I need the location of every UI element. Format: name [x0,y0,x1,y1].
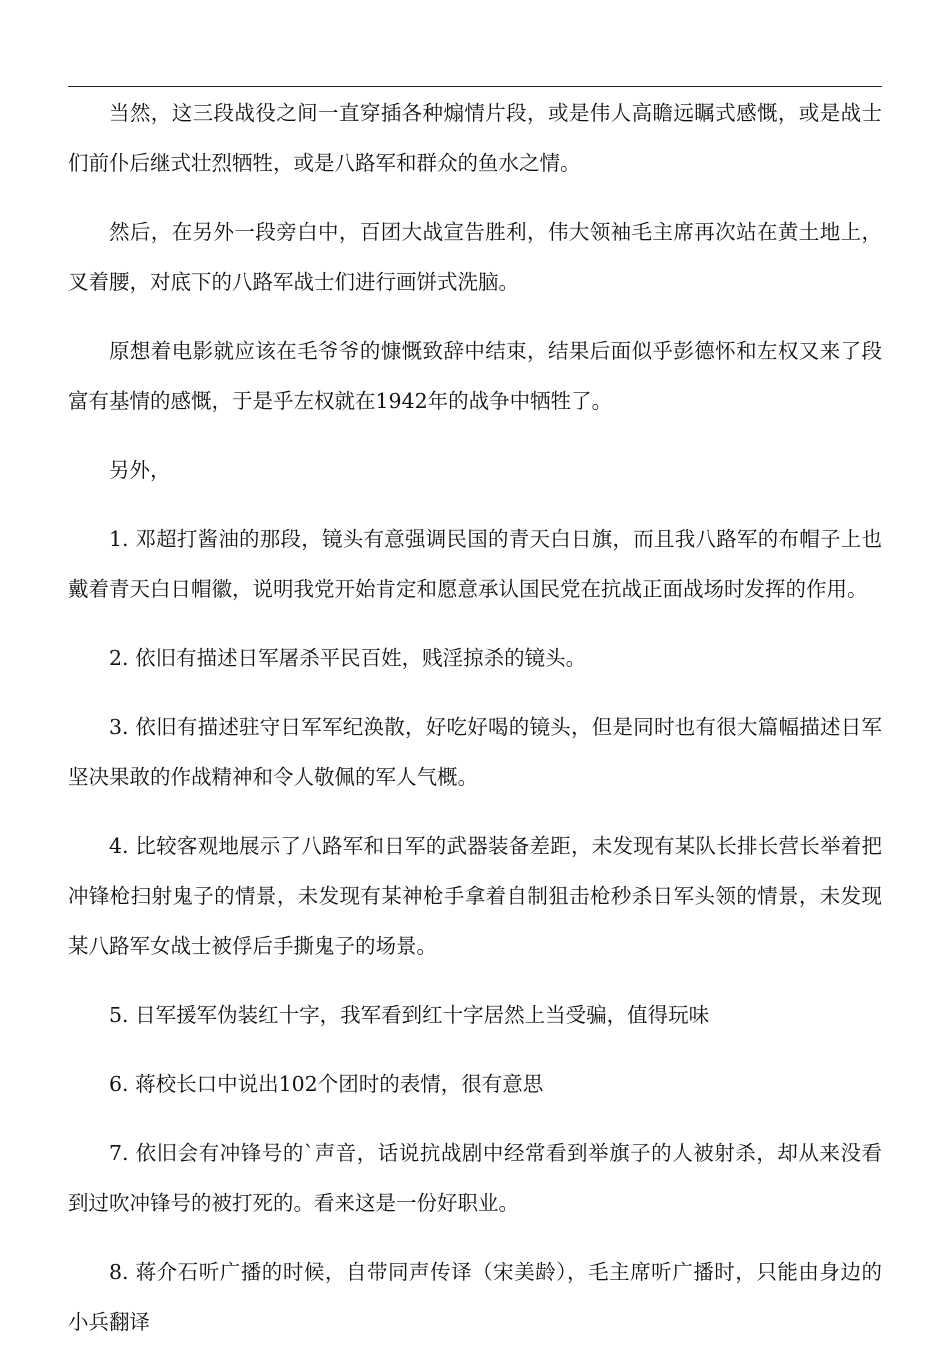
header-rule [68,86,882,87]
document-body [68,88,882,1366]
list-item-4: 4. 比较客观地展示了八路军和日军的武器装备差距，未发现有某队长排长营长举着把冲锋枪扫射鬼子的情景，未发现有某神枪手拿着自制狙击枪秒杀日军头领的情景，未发现某八路军女战士被俘后手撕鬼子的场景。 [68,834,882,958]
paragraph-2: 然后，在另外一段旁白中，百团大战宣告胜利，伟大领袖毛主席再次站在黄土地上，叉着腰，对底下的八路军战士们进行画饼式洗脑。 [68,220,882,294]
paragraph-4: 另外， [109,458,171,482]
list-item-5: 5. 日军援军伪装红十字，我军看到红十字居然上当受骗，值得玩味 [109,1003,710,1027]
list-item-6: 6. 蒋校长口中说出102个团时的表情，很有意思 [109,1072,544,1096]
list-item-3: 3. 依旧有描述驻守日军军纪涣散，好吃好喝的镜头，但是同时也有很大篇幅描述日军坚决果敢的作战精神和令人敬佩的军人气概。 [68,715,882,789]
list-item-2: 2. 依旧有描述日军屠杀平民百姓，贱淫掠杀的镜头。 [109,646,587,670]
paragraph-3: 原想着电影就应该在毛爷爷的慷慨致辞中结束，结果后面似乎彭德怀和左权又来了段富有基情的感慨，于是乎左权就在1942年的战争中牺牲了。 [68,339,882,413]
list-item-1: 1. 邓超打酱油的那段，镜头有意强调民国的青天白日旗，而且我八路军的布帽子上也戴着青天白日帽徽，说明我党开始肯定和愿意承认国民党在抗战正面战场时发挥的作用。 [68,527,882,601]
list-item-8: 8. 蒋介石听广播的时候，自带同声传译（宋美龄），毛主席听广播时，只能由身边的小兵翻译 [68,1260,882,1334]
paragraph-1: 当然，这三段战役之间一直穿插各种煽情片段，或是伟人高瞻远瞩式感慨，或是战士们前仆后继式壮烈牺牲，或是八路军和群众的鱼水之情。 [68,101,882,175]
list-item-7: 7. 依旧会有冲锋号的`声音，话说抗战剧中经常看到举旗子的人被射杀，却从来没看到过吹冲锋号的被打死的。看来这是一份好职业。 [68,1141,882,1215]
